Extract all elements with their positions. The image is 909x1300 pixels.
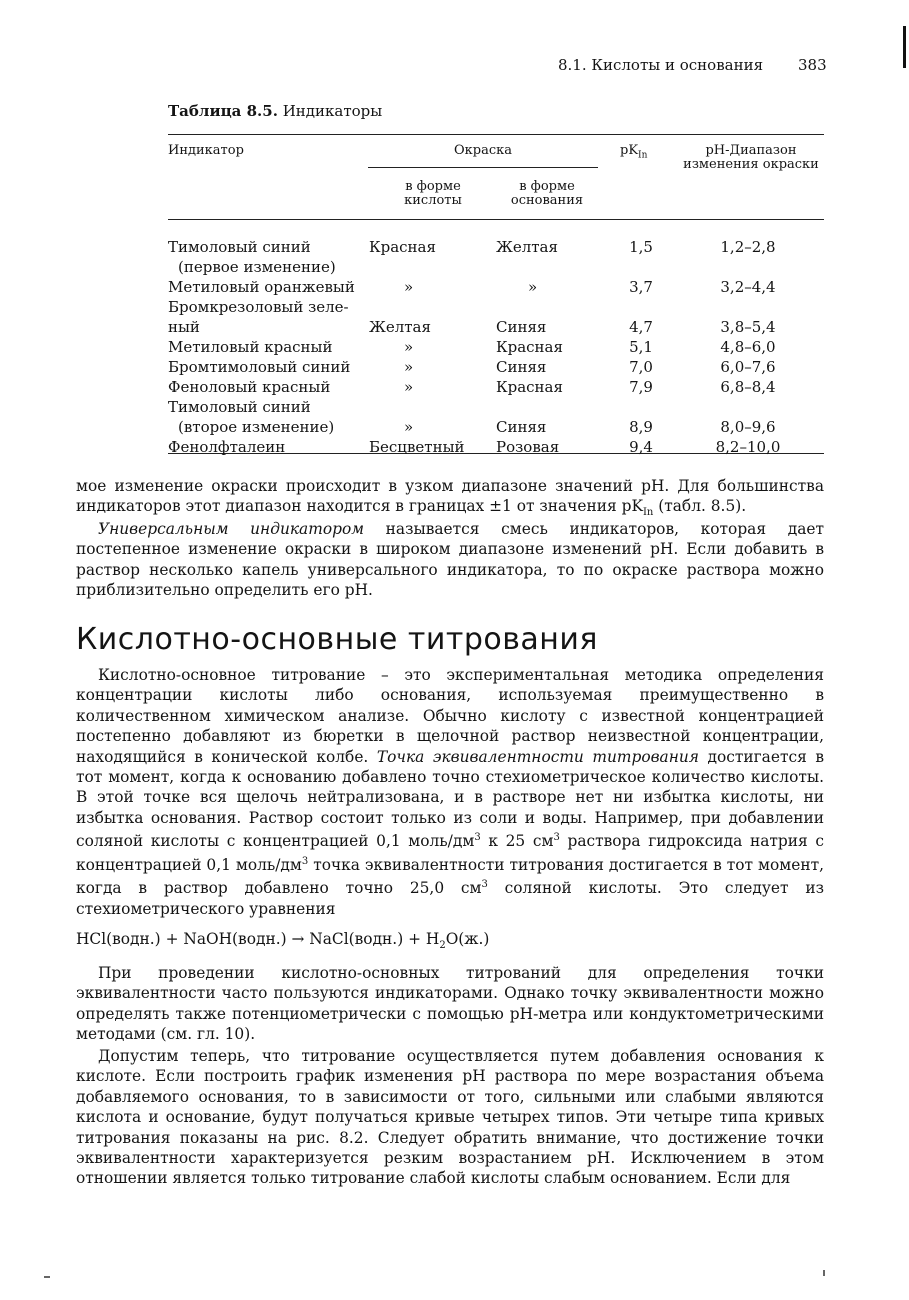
cell-indicator: Бромкрезоловый зеле-	[168, 298, 349, 316]
cell-pk: 8,9	[629, 418, 653, 436]
table-row	[168, 397, 824, 417]
header-acid-form	[378, 180, 488, 208]
chemical-equation	[76, 930, 489, 951]
header-acid-form-line1: в форме	[405, 179, 461, 194]
cell-indicator: Метиловый оранжевый	[168, 278, 355, 296]
header-range	[676, 144, 826, 172]
equation-text: HCl(водн.) + NaOH(водн.) → NaCl(водн.) + H	[76, 930, 440, 948]
paragraph-text: раствора гидроксида натрия с концентрацией 0,1 моль/дм	[76, 832, 824, 874]
cell-pk: 7,0	[629, 358, 653, 376]
paragraph-text: Допустим теперь, что титрование осуществляется путем добавления основания к кислоте. Если построить график изменения pH раствора по мере возрастания объема добавляемого основания, то в зависимости от того, сильными или слабыми являются кислота и основание, будут получаться кривые четырех типов. Эти четыре типа кривых титрования показаны на рис. 8.2. Следует обратить внимание, что достижение точки эквивалентности характеризуется резким возрастанием pH. Исключением в этом отношении является только титрование слабой кислоты слабым основанием. Если для	[76, 1047, 824, 1188]
cell-base-color: Синяя	[496, 358, 547, 376]
cell-pk: 3,7	[629, 278, 653, 296]
header-range-line2: изменения окраски	[683, 157, 819, 172]
page-number: 383	[798, 56, 827, 74]
cell-pk: 7,9	[629, 378, 653, 396]
cell-acid-color: »	[404, 418, 414, 436]
page-edge-bar	[903, 26, 906, 68]
header-base-form-line2: основания	[510, 193, 584, 208]
cell-base-color: Синяя	[496, 418, 547, 436]
cell-pk: 4,7	[629, 318, 653, 336]
cell-indicator: Бромтимоловый синий	[168, 358, 351, 376]
term-equivalence-point: Точка эквивалентности титрования	[376, 747, 699, 766]
equation-text: O(ж.)	[445, 930, 490, 948]
cell-acid-color: »	[404, 378, 414, 396]
cell-indicator: Феноловый красный	[168, 378, 331, 396]
header-base-form-line1: в форме	[519, 179, 575, 194]
color-group-rule	[368, 167, 598, 168]
cell-indicator: Метиловый красный	[168, 338, 333, 356]
table-row	[168, 377, 824, 397]
header-color: Окраска	[453, 143, 512, 158]
cell-acid-color: Красная	[369, 238, 436, 256]
cell-pk: 9,4	[629, 438, 653, 456]
header-pk-label: pK	[620, 143, 639, 158]
table-row	[168, 437, 824, 457]
cell-range: 3,2–4,4	[720, 278, 776, 296]
paragraph-universal-indicator	[76, 519, 824, 601]
table-row	[168, 277, 824, 297]
cell-acid-color: »	[404, 278, 414, 296]
paragraph-text: соляной кислоты. Это следует из стехиометрического уравнения	[76, 879, 824, 918]
paragraph-text: мое изменение окраски происходит в узком диапазоне значений pH. Для большинства индикаторов этот диапазон находится в границах ±1 от значения pK	[76, 477, 824, 516]
header-pk-sub: In	[638, 150, 648, 161]
cell-range: 8,2–10,0	[715, 438, 781, 456]
header-acid-form-line2: кислоты	[404, 193, 462, 208]
cell-acid-color: »	[404, 338, 414, 356]
table-row	[168, 337, 824, 357]
table-header-rule	[168, 219, 824, 220]
cell-acid-color: »	[404, 358, 414, 376]
table-row	[168, 317, 824, 337]
paragraph-indicators-use	[76, 963, 824, 1045]
paragraph-text: (табл. 8.5).	[653, 497, 747, 516]
cell-indicator: ный	[168, 318, 200, 336]
header-range-line1: pH-Диапазон	[705, 143, 797, 158]
paragraph-text: достигается в тот момент, когда к основанию добавлено точно стехиометрическое количество кислоты. В этой точке вся щелочь нейтрализована, и в растворе нет ни избытка кислоты, ни избытка основания. Раствор состоит только из соли и воды. Например, при добавлении соляной кислоты с концентрацией 0,1 моль/дм	[76, 747, 824, 851]
table-row	[168, 297, 824, 317]
cell-indicator: Тимоловый синий	[168, 238, 311, 256]
paragraph-text: точка эквивалентности титрования достигается в тот момент, когда в раствор добавлено точно 25,0 см	[76, 855, 824, 898]
superscript: 3	[481, 879, 488, 891]
header-base-form	[492, 180, 602, 208]
cell-indicator: Тимоловый синий	[168, 398, 311, 416]
table-row	[168, 417, 824, 437]
table-caption-title: Индикаторы	[282, 102, 383, 120]
cell-indicator: (второе изменение)	[178, 418, 335, 436]
table-top-rule	[168, 134, 824, 135]
paragraph-text: к 25 см	[480, 832, 554, 851]
indicator-table-body	[168, 237, 824, 457]
header-indicator: Индикатор	[168, 143, 244, 158]
term-universal-indicator: Универсальным индикатором	[98, 520, 364, 538]
cell-indicator: Фенолфталеин	[168, 438, 286, 456]
table-caption-label: Таблица 8.5.	[168, 102, 278, 120]
cell-pk: 1,5	[629, 238, 653, 256]
table-caption	[168, 102, 382, 120]
cell-acid-color: Бесцветный	[369, 438, 465, 456]
subscript: 2	[439, 940, 446, 952]
header-pk	[620, 144, 647, 163]
cell-range: 1,2–2,8	[720, 238, 776, 256]
cell-base-color: »	[528, 278, 538, 296]
cell-range: 6,0–7,6	[720, 358, 776, 376]
subscript: In	[642, 507, 654, 519]
cell-pk: 5,1	[629, 338, 653, 356]
table-row	[168, 237, 824, 257]
cell-range: 4,8–6,0	[720, 338, 776, 356]
cell-base-color: Желтая	[496, 238, 558, 256]
cell-base-color: Красная	[496, 338, 563, 356]
cell-range: 3,8–5,4	[720, 318, 776, 336]
cell-base-color: Красная	[496, 378, 563, 396]
superscript: 3	[474, 832, 481, 844]
superscript: 3	[553, 832, 560, 844]
cell-indicator: (первое изменение)	[178, 258, 336, 276]
paragraph-titration-curves	[76, 1046, 824, 1189]
section-heading: Кислотно-основные титрования	[76, 622, 598, 657]
paragraph-text: Кислотно-основное титрование – это экспериментальная методика определения концентрации кислоты либо основания, используемая преимущественно в количественном химическом анализе. Обычно кислоту с известной концентрацией постепенно добавляют из бюретки в щелочной раствор неизвестной концентрации, находящийся в конической колбе.	[76, 666, 824, 766]
cell-range: 6,8–8,4	[720, 378, 776, 396]
cell-acid-color: Желтая	[369, 318, 431, 336]
paragraph-text: При проведении кислотно-основных титрований для определения точки эквивалентности часто пользуются индикаторами. Однако точку эквивалентности можно определять также потенциометрически с помощью pH-метра или кондуктометрическими методами (см. гл. 10).	[76, 964, 824, 1044]
paragraph-text: называется смесь индикаторов, которая дает постепенное изменение окраски в широком диапазоне изменений pH. Если добавить в раствор несколько капель универсального индикатора, то по окраске раствора можно приблизительно определить его pH.	[76, 520, 824, 600]
table-row	[168, 257, 824, 277]
running-header: 8.1. Кислоты и основания	[558, 56, 764, 74]
paragraph-indicator-range	[76, 476, 824, 524]
scan-mark	[823, 1270, 825, 1276]
cell-base-color: Синяя	[496, 318, 547, 336]
paragraph-titration-definition	[76, 665, 824, 919]
cell-base-color: Розовая	[496, 438, 560, 456]
superscript: 3	[301, 855, 309, 867]
table-row	[168, 357, 824, 377]
cell-range: 8,0–9,6	[720, 418, 776, 436]
scan-mark	[44, 1276, 50, 1278]
